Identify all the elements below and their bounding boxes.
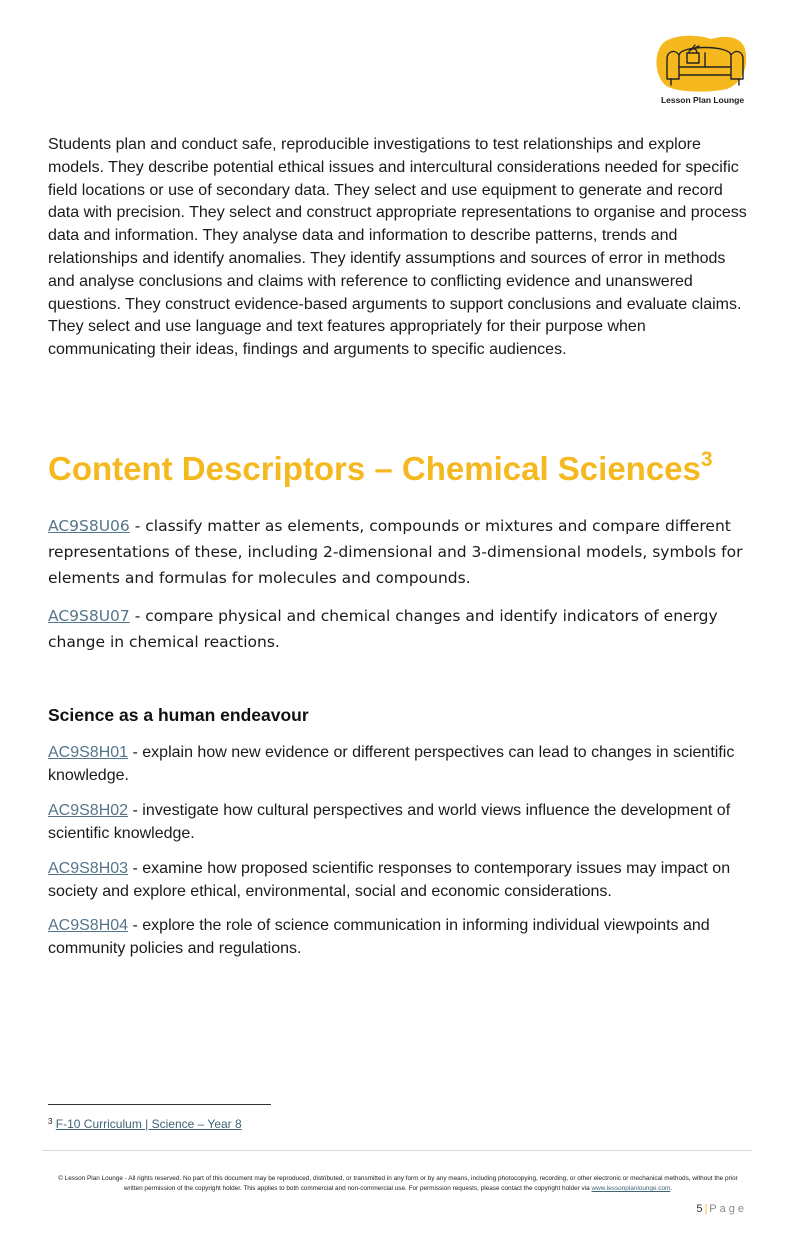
endeavour-text: - explain how new evidence or different perspectives can lead to changes in scientific knowledge. (48, 744, 735, 784)
achievement-standard-paragraph: Students plan and conduct safe, reproducible investigations to test relationships and explore models. They describe potential ethical issues and intercultural considerations needed for specific field locations or use of secondary data. They select and use equipment to generate and record data with precision. They select and construct appropriate representations to organise and process data and information. They analyse data and information to describe patterns, trends and relationships and identify anomalies. They identify assumptions and sources of error in methods and analyse conclusions and claims with reference to conflicting evidence and unanswered questions. They construct evidence-based arguments to support conclusions and evaluate claims. They select and use language and text features appropriately for their purpose when communicating their ideas, findings and arguments to specific audiences. (48, 136, 747, 359)
heading-text: Content Descriptors – Chemical Sciences (48, 450, 701, 487)
endeavour-item (48, 800, 753, 845)
lesson-plan-lounge-logo (655, 33, 750, 105)
descriptor-text: - compare physical and chemical changes and identify indicators of energy change in chemical reactions. (48, 607, 718, 651)
endeavour-item (48, 858, 753, 903)
endeavour-text: - explore the role of science communication in informing individual viewpoints and community policies and regulations. (48, 917, 710, 957)
footnote-link[interactable]: F-10 Curriculum | Science – Year 8 (55, 1117, 242, 1131)
copyright-text: © Lesson Plan Lounge - All rights reserved. No part of this document may be reproduced, distributed, or transmitted in any form or by any means, including photocopying, recording, or other electronic or mechanical methods, without the prior written permission of the copyright holder. This applies to both commercial and non-commercial use. For permission requests, please contact the copyright holder via (58, 1175, 738, 1192)
footnote-reference[interactable]: 3 (700, 448, 713, 471)
page-number (696, 1203, 747, 1215)
footer-divider (42, 1150, 752, 1151)
footnote (48, 1117, 242, 1131)
human-endeavour-heading: Science as a human endeavour (48, 705, 309, 725)
website-link[interactable]: www.lessonplanlounge.com (591, 1185, 671, 1192)
page-separator: | (704, 1203, 708, 1215)
endeavour-item (48, 915, 753, 960)
endeavour-code-link[interactable]: AC9S8H04 (48, 917, 129, 934)
copyright-period: . (670, 1185, 673, 1192)
descriptor-item (48, 513, 753, 591)
endeavour-code-link[interactable]: AC9S8H01 (48, 744, 129, 761)
endeavour-text: - investigate how cultural perspectives and world views influence the development of scientific knowledge. (48, 802, 731, 842)
page-label: Page (709, 1203, 747, 1215)
endeavour-text: - examine how proposed scientific responses to contemporary issues may impact on society and explore ethical, environmental, social and economic considerations. (48, 860, 731, 900)
endeavour-code-link[interactable]: AC9S8H03 (48, 860, 129, 877)
page-number-value: 5 (696, 1203, 703, 1215)
descriptor-code-link[interactable]: AC9S8U07 (48, 607, 130, 625)
endeavour-item (48, 742, 753, 787)
descriptor-text: - classify matter as elements, compounds or mixtures and compare different representations of these, including 2-dimensional and 3-dimensional models, symbols for elements and formulas for molecules and compounds. (48, 517, 743, 587)
logo-text: Lesson Plan Lounge (660, 95, 745, 105)
sofa-logo-icon (655, 33, 750, 95)
footnote-number: 3 (48, 1117, 53, 1126)
descriptor-item (48, 603, 753, 655)
endeavour-code-link[interactable]: AC9S8H02 (48, 802, 129, 819)
descriptor-code-link[interactable]: AC9S8U06 (48, 517, 130, 535)
content-descriptors-heading (48, 450, 713, 488)
copyright-notice (48, 1174, 748, 1194)
footnote-divider (48, 1104, 271, 1105)
